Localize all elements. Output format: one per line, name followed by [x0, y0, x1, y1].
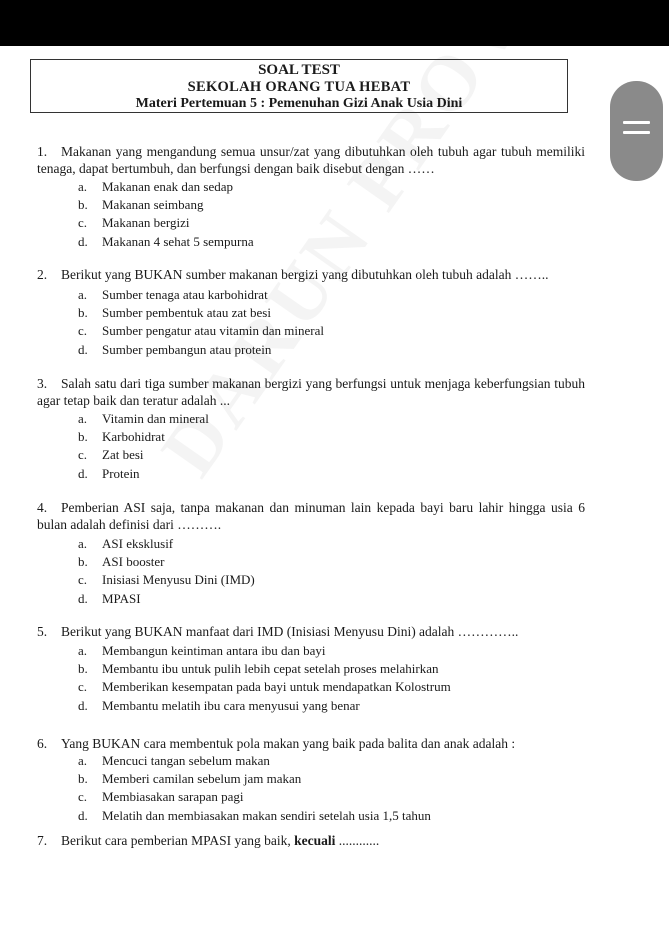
option[interactable]: b. Membantu ibu untuk pulih lebih cepat setelah proses melahirkan — [78, 661, 439, 677]
option[interactable]: c. Zat besi — [78, 447, 144, 463]
question-text: Pemberian ASI saja, tanpa makanan dan minuman lain kepada bayi baru lahir hingga usia 6 bulan adalah definisi dari ………. — [37, 500, 585, 532]
question-number: 3. — [37, 376, 48, 391]
option[interactable]: d. Sumber pembangun atau protein — [78, 341, 272, 357]
option[interactable]: a. Sumber tenaga atau karbohidrat — [78, 287, 268, 302]
handle-grip-icon — [623, 131, 650, 134]
question-text: Berikut cara pemberian MPASI yang baik, kecuali ............ — [61, 833, 380, 848]
question-5 — [37, 623, 585, 640]
question-number: 7. — [37, 833, 48, 848]
header-topic: Materi Pertemuan 5 : Pemenuhan Gizi Anak Usia Dini — [135, 96, 463, 111]
option[interactable]: c. Memberikan kesempatan pada bayi untuk mendapatkan Kolostrum — [78, 679, 451, 695]
question-text: Yang BUKAN cara membentuk pola makan yang baik pada balita dan anak adalah : — [61, 736, 516, 751]
keyword-kecuali: kecuali — [294, 833, 336, 848]
option[interactable]: b. Karbohidrat — [78, 429, 165, 445]
option[interactable]: a. Membangun keintiman antara ibu dan bayi — [78, 643, 326, 658]
option[interactable]: d. Melatih dan membiasakan makan sendiri setelah usia 1,5 tahun — [78, 807, 431, 823]
question-number: 5. — [37, 624, 48, 639]
option[interactable]: a. ASI eksklusif — [78, 536, 174, 551]
question-text: Makanan yang mengandung semua unsur/zat yang dibutuhkan oleh tubuh agar tubuh memiliki tenaga, dapat bertumbuh, dan berfungsi dengan baik disebut dengan …… — [37, 144, 585, 176]
option[interactable]: d. Makanan 4 sehat 5 sempurna — [78, 233, 254, 249]
document-page — [0, 46, 669, 935]
question-text: Berikut yang BUKAN manfaat dari IMD (Inisiasi Menyusu Dini) adalah ………….. — [61, 624, 519, 639]
question-number: 2. — [37, 267, 48, 282]
question-5-options — [78, 642, 451, 715]
option[interactable]: a. Makanan enak dan sedap — [78, 179, 234, 194]
option[interactable]: d. MPASI — [78, 590, 141, 606]
question-6 — [37, 735, 585, 752]
scroll-handle[interactable] — [610, 81, 663, 181]
top-bar — [0, 0, 669, 46]
question-number: 1. — [37, 144, 48, 159]
handle-grip-icon — [623, 121, 650, 124]
option[interactable]: b. ASI booster — [78, 554, 165, 570]
question-1-options — [78, 178, 254, 251]
option[interactable]: b. Makanan seimbang — [78, 197, 204, 213]
question-4 — [37, 499, 585, 533]
question-3 — [37, 375, 585, 409]
option[interactable]: a. Vitamin dan mineral — [78, 411, 209, 426]
question-1 — [37, 143, 585, 177]
option[interactable]: c. Sumber pengatur atau vitamin dan mineral — [78, 323, 325, 339]
question-6-options — [78, 752, 431, 825]
question-2-options — [78, 286, 324, 359]
option[interactable]: d. Membantu melatih ibu cara menyusui yang benar — [78, 697, 360, 713]
document-header — [30, 59, 568, 113]
question-text: Berikut yang BUKAN sumber makanan bergizi yang dibutuhkan oleh tubuh adalah …….. — [61, 267, 549, 282]
question-text: Salah satu dari tiga sumber makanan bergizi yang berfungsi untuk menjaga keberfungsian tubuh agar tetap baik dan teratur adalah ... — [37, 376, 585, 408]
option[interactable]: c. Makanan bergizi — [78, 215, 190, 231]
option[interactable]: b. Memberi camilan sebelum jam makan — [78, 771, 302, 787]
question-2 — [37, 266, 585, 283]
option[interactable]: b. Sumber pembentuk atau zat besi — [78, 305, 271, 321]
question-7 — [37, 832, 585, 849]
question-number: 6. — [37, 736, 48, 751]
option[interactable]: c. Membiasakan sarapan pagi — [78, 789, 244, 805]
header-title: SOAL TEST — [258, 62, 340, 78]
option[interactable]: d. Protein — [78, 465, 140, 481]
option[interactable]: c. Inisiasi Menyusu Dini (IMD) — [78, 572, 255, 588]
question-4-options — [78, 535, 255, 608]
question-number: 4. — [37, 500, 48, 515]
header-subtitle: SEKOLAH ORANG TUA HEBAT — [187, 79, 411, 95]
question-3-options — [78, 410, 209, 483]
option[interactable]: a. Mencuci tangan sebelum makan — [78, 753, 270, 768]
